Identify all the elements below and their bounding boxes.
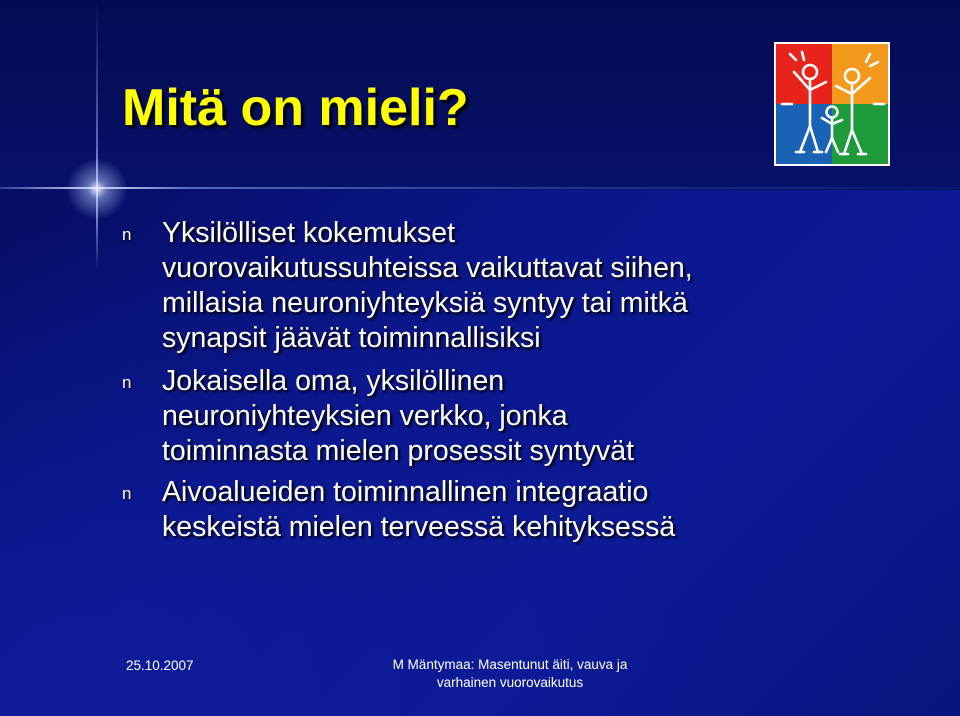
bullet-text-line: keskeistä mielen terveessä kehityksessä: [162, 511, 676, 543]
bullet-item: [122, 364, 882, 469]
footer-date: 25.10.2007: [126, 658, 194, 673]
bullet-text-line: Jokaisella oma, yksilöllinen: [162, 365, 505, 397]
bullet-text-line: Yksilölliset kokemukset: [162, 217, 456, 249]
bullet-text-line: vuorovaikutussuhteissa vaikuttavat siihen,: [162, 252, 693, 284]
bullet-marker: n: [122, 373, 132, 392]
sparkle-star-icon: [66, 158, 128, 220]
slide-title: Mitä on mieli?: [122, 79, 469, 137]
bullet-marker: n: [122, 225, 132, 244]
bullet-item: [122, 475, 882, 545]
bullet-text-line: toiminnasta mielen prosessit syntyvät: [162, 435, 635, 467]
footer-author: [366, 656, 654, 692]
bullet-text-line: millaisia neuroniyhteyksiä syntyy tai mitkä: [162, 287, 688, 319]
bullet-text-line: neuroniyhteyksien verkko, jonka: [162, 400, 568, 432]
sparkle-horizontal-line: [0, 187, 960, 189]
bullet-text-line: synapsit jäävät toiminnallisiksi: [162, 322, 541, 354]
bullet-marker: n: [122, 484, 132, 503]
footer-author-line: M Mäntymaa: Masentunut äiti, vauva ja: [392, 657, 628, 672]
bullet-item: [122, 216, 882, 356]
sparkle-vertical-line: [96, 0, 98, 270]
footer-author-line: varhainen vuorovaikutus: [436, 675, 584, 690]
bullet-list: [122, 216, 882, 545]
family-drawing-logo-icon: [774, 42, 890, 166]
bullet-text-line: Aivoalueiden toiminnallinen integraatio: [162, 476, 649, 508]
